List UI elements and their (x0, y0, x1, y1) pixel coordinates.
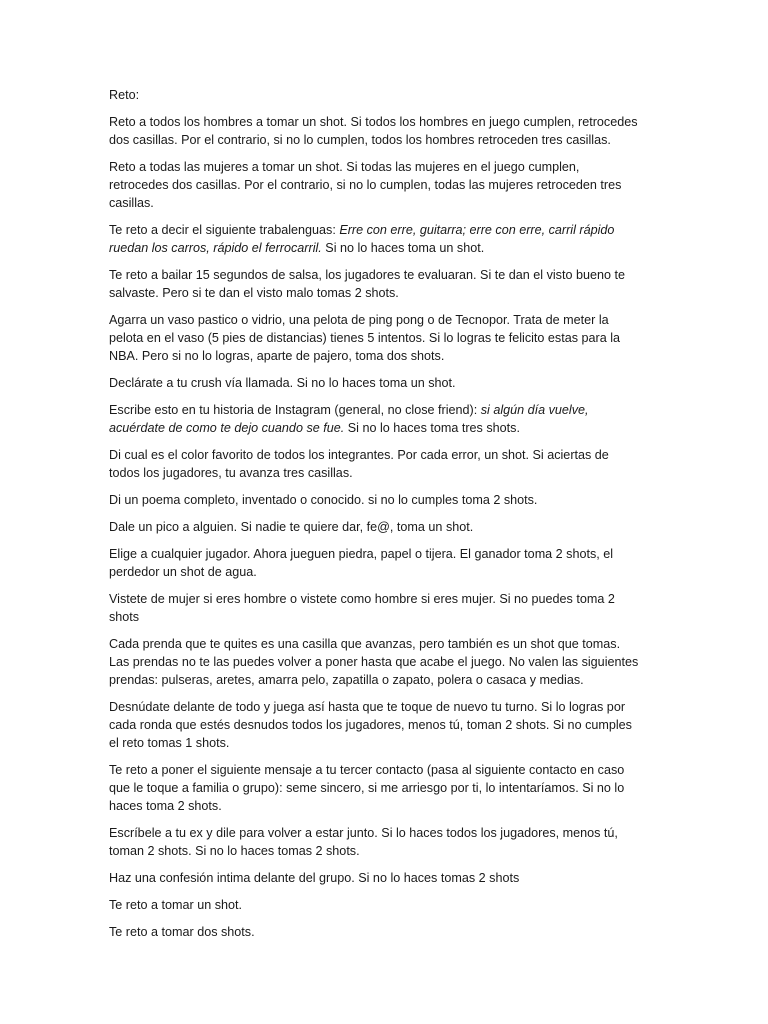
paragraph-text: Te reto a decir el siguiente trabalenguas: (109, 223, 340, 237)
challenge-paragraph: Di un poema completo, inventado o conocido. si no lo cumples toma 2 shots. (109, 493, 538, 507)
challenge-paragraph: Te reto a bailar 15 segundos de salsa, los jugadores te evaluaran. Si te dan el visto bueno te salvaste. Pero si te dan el visto malo tomas 2 shots. (109, 268, 625, 300)
challenge-paragraph (109, 221, 639, 257)
challenge-paragraph: Te reto a tomar dos shots. (109, 925, 255, 939)
challenge-list (109, 113, 639, 941)
challenge-paragraph: Haz una confesión intima delante del grupo. Si no lo haces tomas 2 shots (109, 871, 520, 885)
challenge-paragraph: Declárate a tu crush vía llamada. Si no lo haces toma un shot. (109, 376, 456, 390)
challenge-paragraph: Vistete de mujer si eres hombre o vistete como hombre si eres mujer. Si no puedes toma 2 shots (109, 592, 615, 624)
challenge-paragraph: Te reto a tomar un shot. (109, 898, 243, 912)
challenge-paragraph: Agarra un vaso pastico o vidrio, una pelota de ping pong o de Tecnopor. Trata de meter la pelota en el vaso (5 pies de distancias) tienes 5 intentos. Si lo logras te felicito estas para la NBA. Pero si no lo logras, aparte de pajero, toma dos shots. (109, 313, 621, 363)
challenge-paragraph (109, 401, 639, 437)
challenge-paragraph: Desnúdate delante de todo y juega así hasta que te toque de nuevo tu turno. Si lo logras por cada ronda que estés desnudos todos los jugadores, menos tú, toman 2 shots. Si no cumples el reto tomas 1 shots. (109, 700, 632, 750)
challenge-paragraph: Reto a todas las mujeres a tomar un shot. Si todas las mujeres en el juego cumplen, retrocedes dos casillas. Por el contrario, si no lo cumplen, todas las mujeres retroceden tres casillas. (109, 160, 622, 210)
challenge-paragraph: Dale un pico a alguien. Si nadie te quiere dar, fe@, toma un shot. (109, 520, 474, 534)
page-heading: Reto: (109, 88, 140, 102)
challenge-paragraph: Di cual es el color favorito de todos los integrantes. Por cada error, un shot. Si aciertas de todos los jugadores, tu avanza tres casillas. (109, 448, 609, 480)
challenge-paragraph: Escríbele a tu ex y dile para volver a estar junto. Si lo haces todos los jugadores, menos tú, toman 2 shots. Si no lo haces tomas 2 shots. (109, 826, 618, 858)
italic-quote: Erre con erre, guitarra; erre con erre, carril rápido ruedan los carros, rápido el ferrocarril. (109, 223, 615, 255)
document-page (109, 86, 639, 950)
paragraph-text: Escribe esto en tu historia de Instagram (general, no close friend): (109, 403, 481, 417)
challenge-paragraph: Reto a todos los hombres a tomar un shot. Si todos los hombres en juego cumplen, retrocedes dos casillas. Por el contrario, si no lo cumplen, todos los hombres retroceden tres casillas. (109, 115, 638, 147)
italic-quote: si algún día vuelve, acuérdate de como te dejo cuando se fue. (109, 403, 589, 435)
challenge-paragraph: Elige a cualquier jugador. Ahora jueguen piedra, papel o tijera. El ganador toma 2 shots, el perdedor un shot de agua. (109, 547, 614, 579)
paragraph-text: Si no lo haces toma tres shots. (344, 421, 520, 435)
challenge-paragraph: Cada prenda que te quites es una casilla que avanzas, pero también es un shot que tomas. Las prendas no te las puedes volver a poner hasta que acabe el juego. No valen las siguientes prendas: pulseras, aretes, amarra pelo, zapatilla o zapato, polera o casaca y medias. (109, 637, 639, 687)
challenge-paragraph: Te reto a poner el siguiente mensaje a tu tercer contacto (pasa al siguiente contacto en caso que le toque a familia o grupo): seme sincero, si me arriesgo por ti, lo intentaríamos. Si no lo haces toma 2 shots. (109, 763, 625, 813)
paragraph-text: Si no lo haces toma un shot. (321, 241, 485, 255)
